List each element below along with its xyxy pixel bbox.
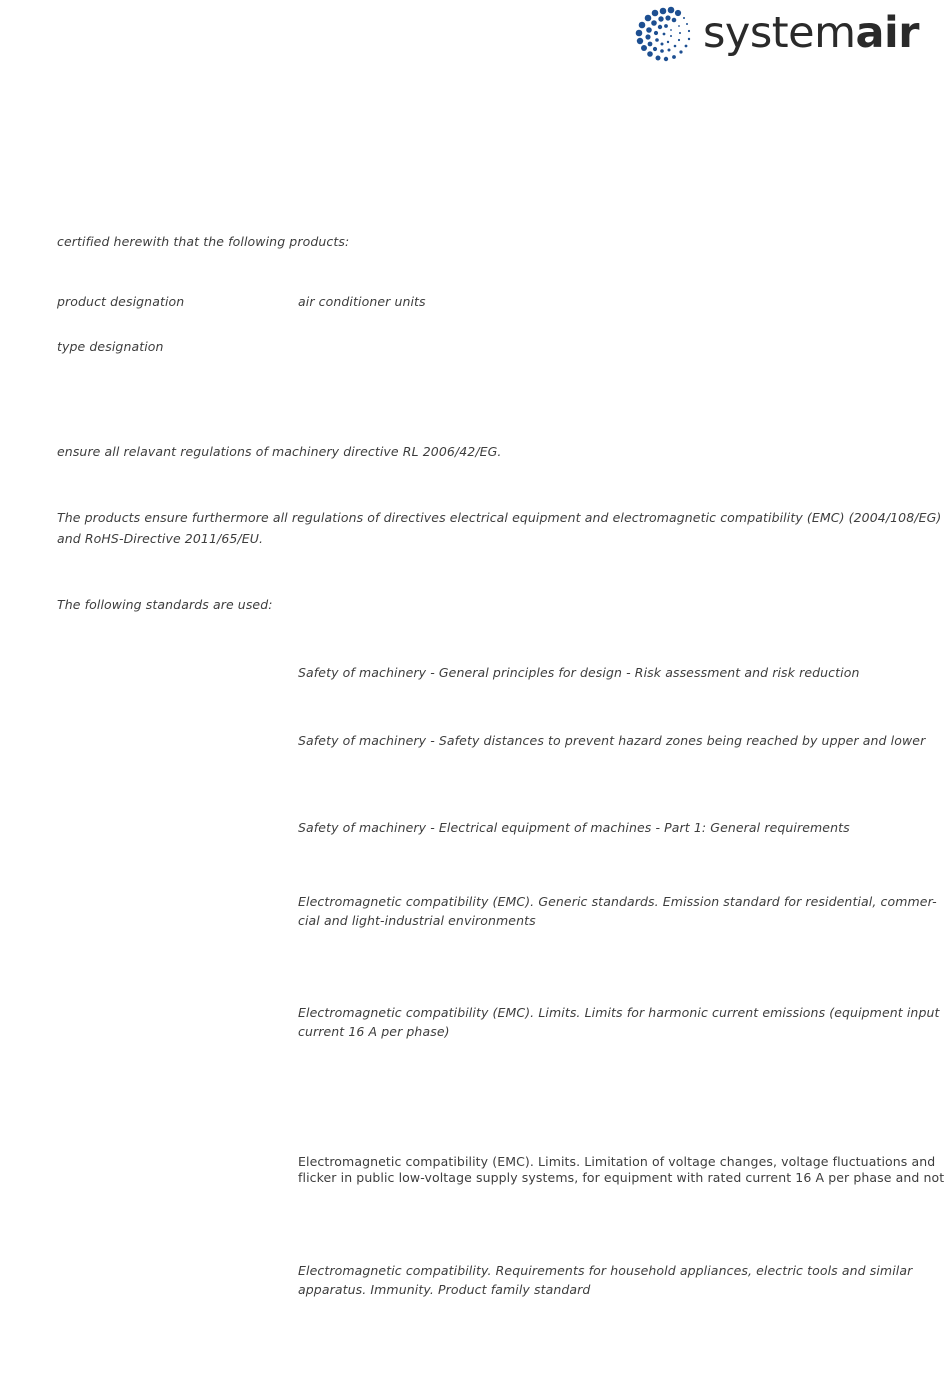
product-designation-label: product designation	[57, 294, 185, 309]
brand-bold: air	[855, 8, 919, 58]
brand-light: system	[703, 8, 856, 58]
electrical-directive-line1: The products ensure furthermore all regulations of directives electrical equipment and electromagnetic compatibility (EMC) (2004/108/EG)	[57, 510, 942, 525]
standard-5-line2: current 16 A per phase)	[298, 1024, 450, 1039]
standard-1-line1: Safety of machinery - General principles for design - Risk assessment and risk reduction	[298, 665, 860, 680]
product-designation-value: air conditioner units	[298, 294, 426, 309]
systemair-wordmark	[703, 8, 919, 58]
standard-7-line1: Electromagnetic compatibility. Requirements for household appliances, electric tools and similar	[298, 1263, 913, 1278]
standard-6-line2: flicker in public low-voltage supply systems, for equipment with rated current 16 A per phase and not	[298, 1170, 945, 1185]
standard-4-line1: Electromagnetic compatibility (EMC). Generic standards. Emission standard for residential, commer-	[298, 894, 937, 909]
standard-4-line2: cial and light-industrial environments	[298, 913, 536, 928]
type-designation-label: type designation	[57, 339, 164, 354]
intro-text: certified herewith that the following products:	[57, 234, 350, 249]
standard-3-line1: Safety of machinery - Electrical equipment of machines - Part 1: General requirements	[298, 820, 850, 835]
systemair-logo	[633, 4, 933, 66]
systemair-logo-mark	[633, 4, 695, 66]
standard-6-line1: Electromagnetic compatibility (EMC). Limits. Limitation of voltage changes, voltage fluctuations and	[298, 1154, 936, 1169]
standards-heading: The following standards are used:	[57, 597, 273, 612]
electrical-directive-line2: and RoHS-Directive 2011/65/EU.	[57, 531, 264, 546]
standard-5-line1: Electromagnetic compatibility (EMC). Limits. Limits for harmonic current emissions (equipment input	[298, 1005, 940, 1020]
standard-2-line1: Safety of machinery - Safety distances to prevent hazard zones being reached by upper and lower	[298, 733, 926, 748]
standard-7-line2: apparatus. Immunity. Product family standard	[298, 1282, 591, 1297]
machinery-directive-text: ensure all relavant regulations of machinery directive RL 2006/42/EG.	[57, 444, 502, 459]
